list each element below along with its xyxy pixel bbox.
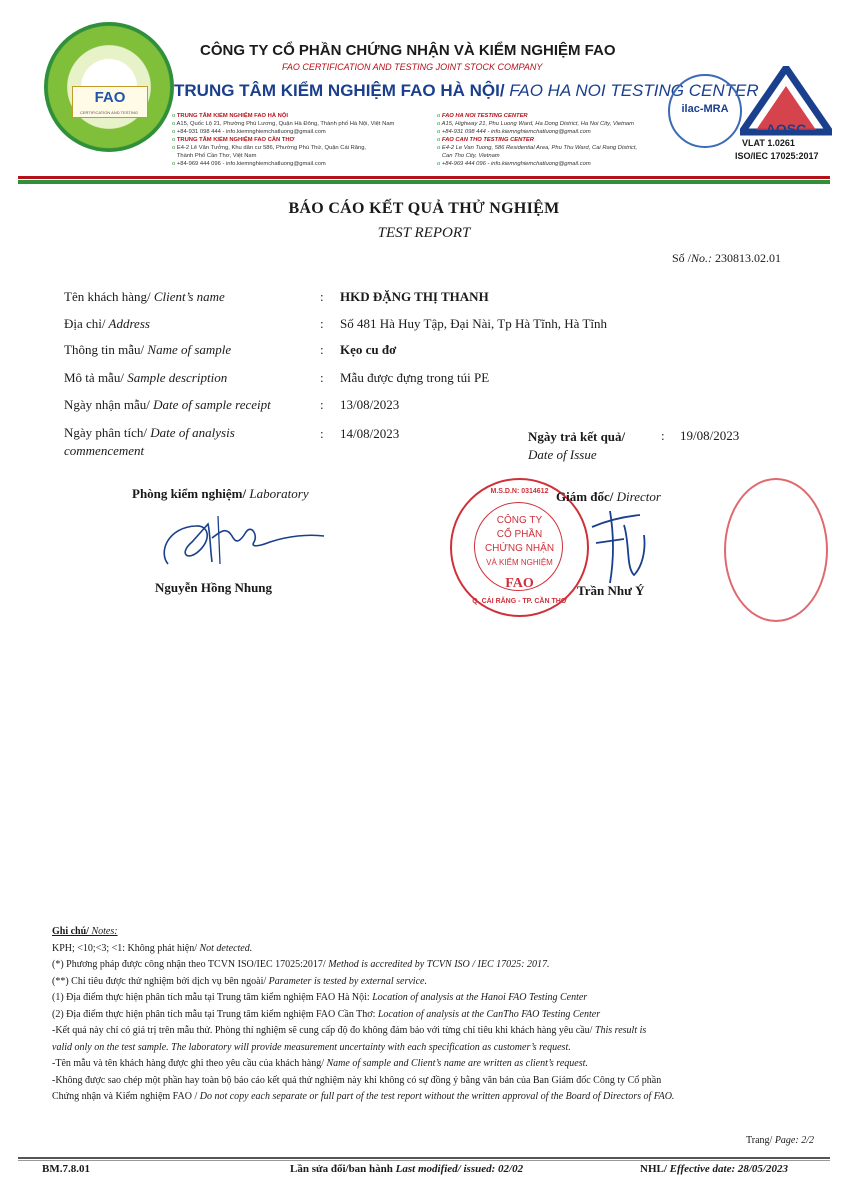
receipt-date-value: 13/08/2023: [340, 397, 400, 412]
address-line: o A15, Highway 21, Phu Luong Ward, Ha Dong District, Ha Noi City, Vietnam: [437, 121, 634, 127]
field-colon: :: [320, 342, 324, 357]
address-line: o E4-2 Lê Văn Tưởng, Khu dân cư 586, Phường Phú Thứ, Quận Cái Răng,: [172, 145, 367, 151]
field-colon: :: [320, 397, 324, 412]
report-number-value: 230813.02.01: [715, 251, 782, 265]
field-label: Ngày nhận mẫu/ Date of sample receipt: [64, 397, 271, 412]
issue-date-label: Ngày trả kết quả/ Date of Issue: [528, 429, 626, 462]
analysis-date-value: 14/08/2023: [340, 426, 400, 441]
note-line: (2) Địa điểm thực hiện phân tích mẫu tại Trung tâm kiểm nghiệm FAO Cần Thơ: Location of analysis at the CanTho FAO Testing Center: [52, 1008, 601, 1020]
effective-date: NHL/ Effective date: 28/05/2023: [640, 1163, 788, 1175]
field-colon: :: [320, 370, 324, 385]
footer-divider-thin: [18, 1160, 830, 1161]
stamp-fao: FAO: [505, 576, 534, 591]
laboratory-label: Phòng kiểm nghiệm/ Laboratory: [132, 486, 309, 501]
field-label: Thông tin mẫu/ Name of sample: [64, 342, 232, 357]
header-divider-green: [18, 180, 830, 184]
field-colon: :: [320, 426, 324, 441]
notes-heading: Ghi chú/ Notes:: [52, 926, 118, 937]
revision-info: Lần sửa đổi/ban hành Last modified/ issued: 02/02: [290, 1163, 524, 1175]
note-line: Chứng nhận và Kiểm nghiệm FAO / Do not copy each separate or full part of the test report without the written approval of the Board of Directors of FAO.: [52, 1091, 675, 1102]
ilac-mra-logo: ilac-MRA: [668, 74, 742, 148]
aosc-text: AOSC: [765, 121, 807, 137]
client-name-value: HKD ĐẶNG THỊ THANH: [340, 289, 489, 304]
footer-divider: [18, 1157, 830, 1159]
address-line: Thành Phố Cần Thơ, Việt Nam: [176, 153, 257, 159]
field-label: Địa chỉ/ Address: [64, 316, 150, 331]
address-line: o +84-931 098 444 - info.kiemnghiemchatluong@gmail.com: [437, 129, 591, 135]
note-line: -Kết quả này chỉ có giá trị trên mẫu thử. Phòng thí nghiệm sẽ cung cấp độ đo không đảm bảo với từng chỉ tiêu khi khách hàng yêu cầu/ This result is: [52, 1025, 647, 1036]
aosc-logo: [740, 66, 832, 138]
note-line: -Không được sao chép một phần hay toàn bộ báo cáo kết quả thử nghiệm này khi không có sự đồng ý bằng văn bản của Ban Giám đốc Công ty Cổ phần: [52, 1074, 662, 1086]
address-line: o FAO CAN THO TESTING CENTER: [437, 137, 534, 143]
logo-subtext: CERTIFICATION AND TESTING: [79, 110, 138, 115]
center-name-vi: TRUNG TÂM KIỂM NGHIỆM FAO HÀ NỘI/: [174, 81, 505, 100]
note-line: -Tên mẫu và tên khách hàng được ghi theo yêu cầu của khách hàng/ Name of sample and Client’s name are written as client’s request.: [52, 1058, 588, 1069]
note-line: KPH; <10;<3; <1: Không phát hiện/ Not detected.: [52, 942, 253, 954]
address-line: o TRUNG TÂM KIỂM NGHIỆM FAO CẦN THƠ: [172, 137, 295, 143]
address-line: o A15, Quốc Lộ 21, Phường Phú Lương, Quận Hà Đông, Thành phố Hà Nội, Việt Nam: [172, 121, 395, 127]
stamp-ring-top: M.S.D.N: 0314612: [490, 488, 549, 495]
address-block-vi: [172, 112, 412, 168]
note-line: (1) Địa điểm thực hiện phân tích mẫu tại Trung tâm kiểm nghiệm FAO Hà Nội: Location of analysis at the Hanoi FAO Testing Center: [52, 992, 588, 1003]
form-code: BM.7.8.01: [42, 1163, 90, 1175]
field-label: Ngày phân tích/ Date of analysis commencement: [64, 425, 235, 458]
director-signer-name: Trần Như Ý: [577, 583, 645, 598]
address-line: o +84-969 444 096 - info.kiemnghiemchatluong@gmail.com: [437, 161, 591, 167]
address-line: o +84-969 444 096 - info.kiemnghiemchatluong@gmail.com: [172, 161, 326, 167]
report-number-label-en: No.:: [691, 251, 713, 265]
field-colon: :: [661, 428, 665, 443]
note-line: valid only on the test sample. The laboratory will provide measurement uncertainty with each specification as customer’s request.: [52, 1041, 571, 1053]
notes-section: [52, 924, 812, 1106]
header-divider-red: [18, 176, 830, 179]
report-title-en: TEST REPORT: [377, 225, 471, 241]
laboratory-signer-name: Nguyễn Hồng Nhung: [155, 580, 273, 595]
director-label: Giám đốc/ Director: [556, 489, 661, 504]
address-line: Can Tho City, Vietnam: [441, 153, 500, 159]
sample-name-value: Kẹo cu đơ: [340, 342, 397, 357]
page-number: Trang/ Page: 2/2: [746, 1135, 814, 1146]
field-label: Tên khách hàng/ Client’s name: [64, 289, 225, 304]
partial-stamp: [724, 478, 828, 622]
report-number: [672, 251, 781, 266]
note-line: (**) Chỉ tiêu được thử nghiệm bởi dịch vụ bên ngoài/ Parameter is tested by external service.: [52, 975, 427, 987]
field-colon: :: [320, 289, 324, 304]
iso-standard: ISO/IEC 17025:2017: [735, 151, 819, 161]
address-line: o TRUNG TÂM KIỂM NGHIỆM FAO HÀ NỘI: [172, 113, 288, 119]
issue-date-value: 19/08/2023: [680, 428, 740, 443]
logo-wordmark: FAO: [72, 86, 148, 118]
address-line: o +84-931 098 444 - info.kiemnghiemchatluong@gmail.com: [172, 129, 326, 135]
address-value: Số 481 Hà Huy Tập, Đại Nài, Tp Hà Tĩnh, Hà Tĩnh: [340, 316, 607, 331]
laboratory-signature: [148, 502, 328, 574]
sample-description-value: Mẫu được đựng trong túi PE: [340, 370, 490, 385]
company-name-vi: CÔNG TY CỔ PHẦN CHỨNG NHẬN VÀ KIỂM NGHIỆM FAO: [200, 42, 616, 59]
field-colon: :: [320, 316, 324, 331]
center-name-en: FAO HA NOI TESTING CENTER: [504, 81, 759, 100]
director-signature: [584, 505, 664, 587]
field-label: Mô tả mẫu/ Sample description: [64, 370, 228, 385]
accreditation-number: VLAT 1.0261: [742, 138, 795, 148]
report-number-label-vi: Số /: [672, 251, 692, 265]
address-line: o E4-2 Le Van Tuong, 586 Residential Area, Phu Thu Ward, Cai Rang District,: [437, 145, 638, 151]
note-line: (*) Phương pháp được công nhận theo TCVN ISO/IEC 17025:2017/ Method is accredited by TCVN ISO / IEC 17025: 2017.: [52, 959, 550, 970]
company-name-en: FAO CERTIFICATION AND TESTING JOINT STOCK COMPANY: [282, 62, 543, 72]
address-block-en: [437, 112, 672, 168]
report-title-vi: BÁO CÁO KẾT QUẢ THỬ NGHIỆM: [288, 200, 560, 217]
stamp-text: CÔNG TY CỔ PHẦN CHỨNG NHẬN VÀ KIỂM NGHIỆM: [484, 515, 555, 567]
address-line: o FAO HA NOI TESTING CENTER: [437, 113, 528, 119]
stamp-ring-bottom: Q. CÁI RĂNG - TP. CẦN THƠ: [472, 598, 567, 605]
